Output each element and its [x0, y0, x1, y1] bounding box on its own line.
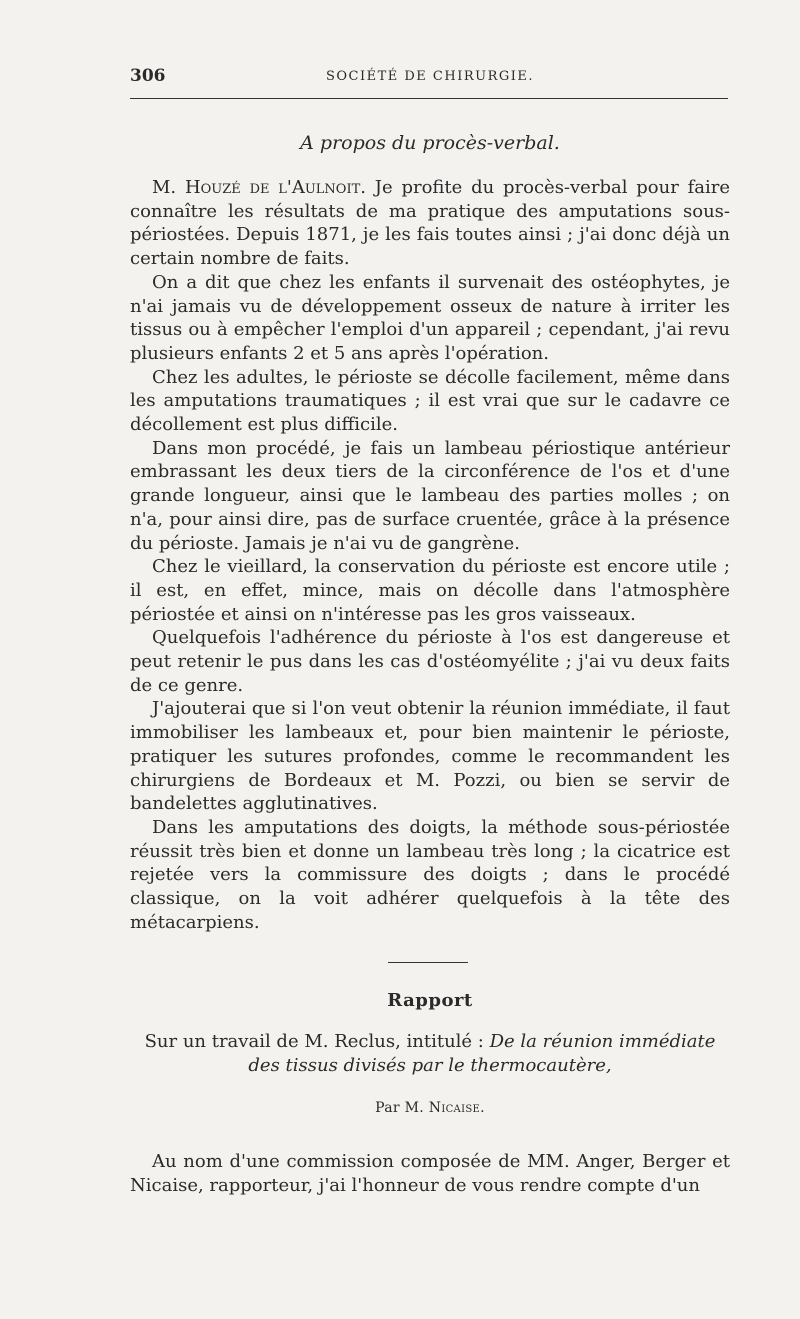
report-author [130, 1100, 730, 1116]
paragraph-7: J'ajouterai que si l'on veut obtenir la réunion immédiate, il faut immobiliser les lambeaux et, pour bien maintenir le périoste, pratiquer les sutures profondes, comme le recommandent les chirurgiens de Bordeaux et M. Pozzi, ou bien se servir de bandelettes agglutinatives. [130, 698, 730, 815]
speaker-name: M. Houzé de l'Aulnoit. [152, 177, 366, 198]
body-text [130, 176, 730, 935]
page-number: 306 [130, 66, 166, 86]
report-author-prefix: Par M. [375, 1100, 429, 1116]
paragraph-4: Dans mon procédé, je fais un lambeau périostique antérieur embrassant les deux tiers de la circonférence de l'os et d'une grande longueur, ainsi que le lambeau des parties molles ; on n'a, pour ainsi dire, pas de surface cruentée, grâce à la présence du périoste. Jamais je n'ai vu de gangrène. [130, 437, 730, 554]
paragraph-5: Chez le vieillard, la conservation du périoste est encore utile ; il est, en effet, mince, mais on décolle dans l'atmosphère périostée et ainsi on n'intéresse pas les gros vaisseaux. [130, 556, 730, 625]
section-title: A propos du procès-verbal. [300, 132, 560, 154]
report-heading: Rapport [387, 990, 473, 1011]
section-divider [388, 962, 468, 963]
paragraph-3: Chez les adultes, le périoste se décolle facilement, même dans les amputations traumatiques ; il est vrai que sur le cadavre ce décollement est plus difficile. [130, 366, 730, 436]
header-rule [130, 98, 728, 99]
paragraph-8: Dans les amputations des doigts, la méthode sous-périostée réussit très bien et donne un lambeau très long ; la cicatrice est rejetée vers la commissure des doigts ; dans le procédé classique, on la voit adhérer quelquefois à la tête des métacarpiens. [130, 816, 730, 933]
running-head: SOCIÉTÉ DE CHIRURGIE. [325, 69, 535, 84]
report-opening-paragraph: Au nom d'une commission composée de MM. Anger, Berger et Nicaise, rapporteur, j'ai l'honneur de vous rendre compte d'un [130, 1151, 730, 1196]
report-subtitle-prefix: Sur un travail de M. Reclus, intitulé : [144, 1031, 490, 1052]
paragraph-1-text: Je profite du procès-verbal pour faire connaître les résultats de ma pratique des amputations sous-périostées. Depuis 1871, je les fais toutes ainsi ; j'ai donc déjà un certain nombre de faits. [130, 177, 730, 270]
paragraph-1 [130, 176, 730, 271]
paragraph-2: On a dit que chez les enfants il survenait des ostéophytes, je n'ai jamais vu de développement osseux de nature à irriter les tissus ou à empêcher l'emploi d'un appareil ; cependant, j'ai revu plusieurs enfants 2 et 5 ans après l'opération. [130, 271, 730, 364]
report-subtitle-title: De la réunion immédiate des tissus divisés par le thermocautère, [248, 1031, 716, 1076]
page-header [130, 66, 730, 88]
paragraph-6: Quelquefois l'adhérence du périoste à l'os est dangereuse et peut retenir le pus dans les cas d'ostéomyélite ; j'ai vu deux faits de ce genre. [130, 627, 730, 696]
report-subtitle [130, 1030, 730, 1078]
report-author-name: Nicaise. [428, 1100, 485, 1116]
report-body [130, 1150, 730, 1198]
